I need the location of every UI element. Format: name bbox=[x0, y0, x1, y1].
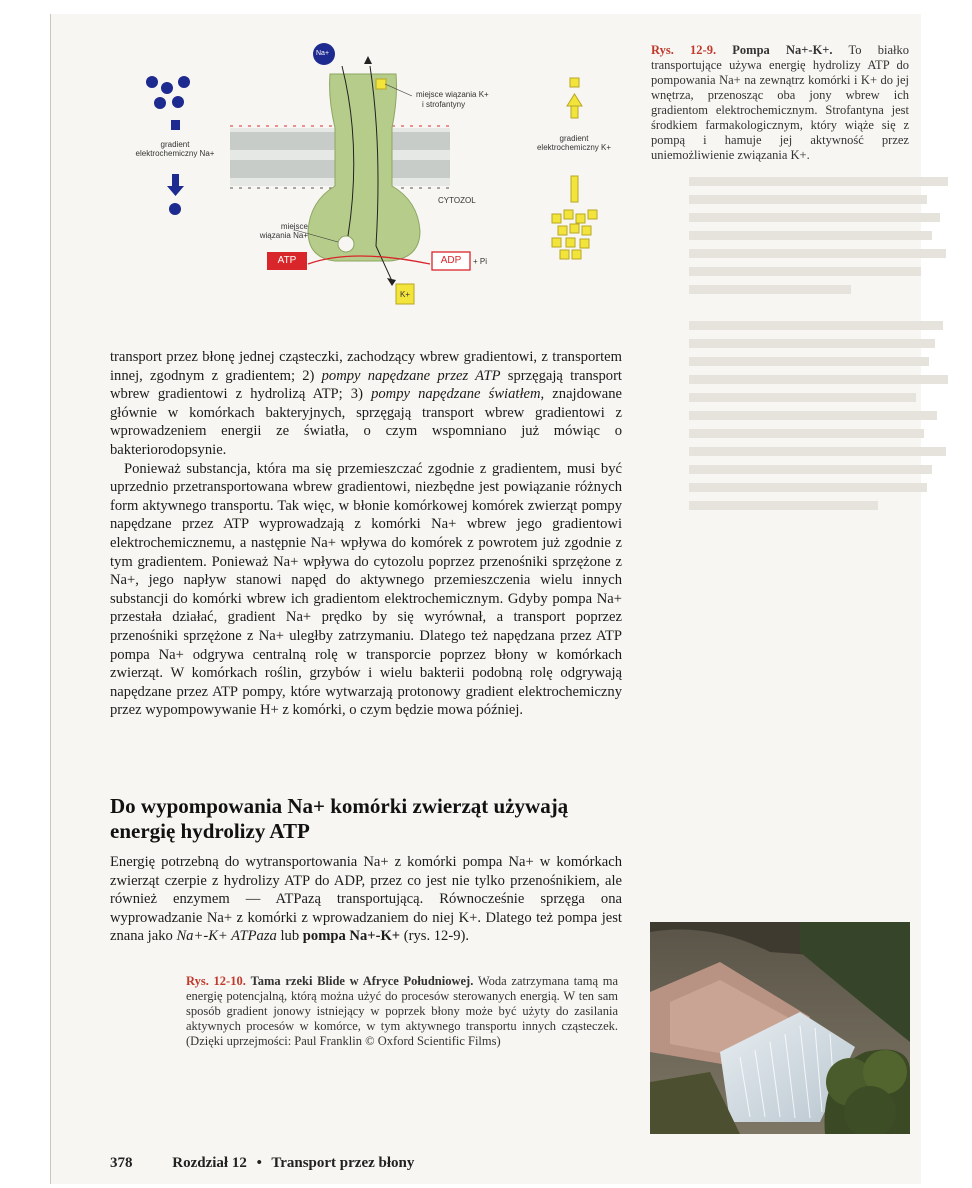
text-run: transport przez błonę jednej cząsteczki, zachodzący wbrew gradientowi, z transportem innej, zgodnym z gradientem; 2) bbox=[110, 349, 622, 384]
emphasis: pompy napędzane światłem bbox=[371, 386, 541, 403]
bold-term: pompa Na+-K+ bbox=[302, 928, 401, 945]
paragraph-2: Ponieważ substancja, która ma się przemieszczać zgodnie z gradientem, musi być uprzednio przetransportowana wbrew gradientowi, niezbędne jest powiązanie różnych form aktywnego transportu. Tak więc, w błonie komórkowej komórek zwierząt pompy napędzane przez ATP wyprowadzają z komórki Na+ wbrew jego gradientowi elektrochemicznemu, a następnie Na+ wpływa do komórek z powrotem już zgodnie z tym gradientem. Ponieważ Na+ wpływa do cytozolu poprzez przenośniki sprzężone z Na+, jego napływ stanowi napęd do aktywnego przemieszczenia wielu innych substancji do komórki wbrew ich gradientom elektrochemicznym. Gdyby pompa Na+ przestała działać, gradient Na+ prędko by się wyrównał, a transport poprzez przenośniki sprzężone z Na+ uległby zatrzymaniu. Dlatego też napędzana przez ATP pompa Na+ odgrywa centralną rolę w transporcie poprzez błony w komórkach zwierząt. W komórkach roślin, grzybów i wielu bakterii podobną rolę odgrywają napędzane przez ATP pompy, które wytwarzają protonowy gradient elektrochemiczny przez wypompowywanie H+ z komórki, o czym będzie mowa później. bbox=[110, 460, 622, 719]
text-run: Energię potrzebną do wytransportowania Na+ z komórki pompa Na+ w komórkach zwierząt czerpie z hydrolizy ATP do ADP, przez co jest nie tylko przenośnikiem, ale również enzymem — ATPazą transportującą. Równocześnie sprzęga ona wyprowadzanie Na+ z komórki z wprowadzaniem do niej K+. Dlatego też pompa jest znana jako bbox=[110, 854, 622, 945]
k-gradient-icons bbox=[552, 78, 597, 259]
ouabain-label: i strofantyny bbox=[422, 100, 466, 109]
atp-label: ATP bbox=[277, 255, 297, 266]
section-paragraph bbox=[110, 853, 622, 946]
text-run: sprzęgają transport wbrew gradientowi z hydrolizą ATP; 3) bbox=[110, 367, 622, 403]
caption-number: Rys. 12-10. bbox=[186, 974, 246, 988]
cytosol-label: CYTOZOL bbox=[438, 196, 476, 205]
text-run: lub bbox=[276, 928, 303, 945]
chapter-label: Rozdział 12 bbox=[172, 1155, 247, 1171]
body-text bbox=[110, 348, 622, 720]
pump-diagram bbox=[130, 36, 610, 316]
adp-label: ADP bbox=[440, 255, 462, 266]
caption-number: Rys. 12-9. bbox=[651, 43, 717, 57]
dam-photo bbox=[650, 922, 910, 1134]
chapter-title: Transport przez błony bbox=[271, 1155, 415, 1171]
k-binding-site-label: miejsce wiązania K+ bbox=[416, 90, 489, 99]
page-number: 378 bbox=[110, 1155, 133, 1171]
caption-text: To białko transportujące używa energię hydrolizy ATP do pompowania Na+ na zewnątrz komórki i K+ do jej wnętrza, przenosząc oba jony wbrew ich gradientom elektrochemicznym. Strofantyna jest środkiem farmakologicznym, który wiąże się z pompą i hamuje jej aktywność przez uniemożliwienie związania K+. bbox=[651, 43, 909, 162]
na-gradient-label: gradient elektrochemiczny Na+ bbox=[135, 140, 215, 158]
footer-separator: • bbox=[256, 1155, 262, 1171]
text-run: (rys. 12-9). bbox=[400, 928, 470, 945]
figure-caption-12-9 bbox=[651, 43, 909, 163]
na-ion-label: Na+ bbox=[316, 50, 330, 57]
section-heading: Do wypompowania Na+ komórki zwierząt używają energię hydrolizy ATP bbox=[110, 794, 569, 843]
caption-title: Pompa Na+-K+. bbox=[732, 43, 833, 57]
emphasis: pompy napędzane przez ATP bbox=[321, 367, 501, 384]
emphasis: Na+-K+ ATPaza bbox=[176, 928, 277, 945]
figure-caption-12-10 bbox=[186, 974, 618, 1049]
k-ion-label: K+ bbox=[399, 290, 410, 299]
text-run: , znajdowane głównie w komórkach bakteryjnych, sprzęgają transport wbrew gradientowi z wprowadzeniem energii ze światła, o czym wspomniano już mówiąc o bakteriorodopsynie. bbox=[110, 386, 622, 458]
caption-text: Woda zatrzymana tamą ma energię potencjalną, którą można użyć do procesów sterowanych energią. W ten sam sposób gradient jonowy istniejący w poprzek błony może być użyty do zasilania aktywnych procesów w komórce, w tym aktywnego transportu innych cząsteczek. (Dzięki uprzejmości: Paul Franklin © Oxford Scientific Films) bbox=[186, 974, 618, 1048]
figure-sodium-potassium-pump bbox=[130, 36, 610, 316]
dam-image bbox=[650, 922, 910, 1134]
k-gradient-label: gradient elektrochemiczny K+ bbox=[536, 134, 612, 152]
caption-title: Tama rzeki Blide w Afryce Południowej. bbox=[250, 974, 474, 988]
page-footer bbox=[110, 1155, 610, 1172]
phosphate-label: + Pi bbox=[473, 257, 488, 266]
paragraph-1 bbox=[110, 348, 622, 460]
na-binding-site-label: miejsce wiązania Na+ bbox=[259, 222, 308, 240]
